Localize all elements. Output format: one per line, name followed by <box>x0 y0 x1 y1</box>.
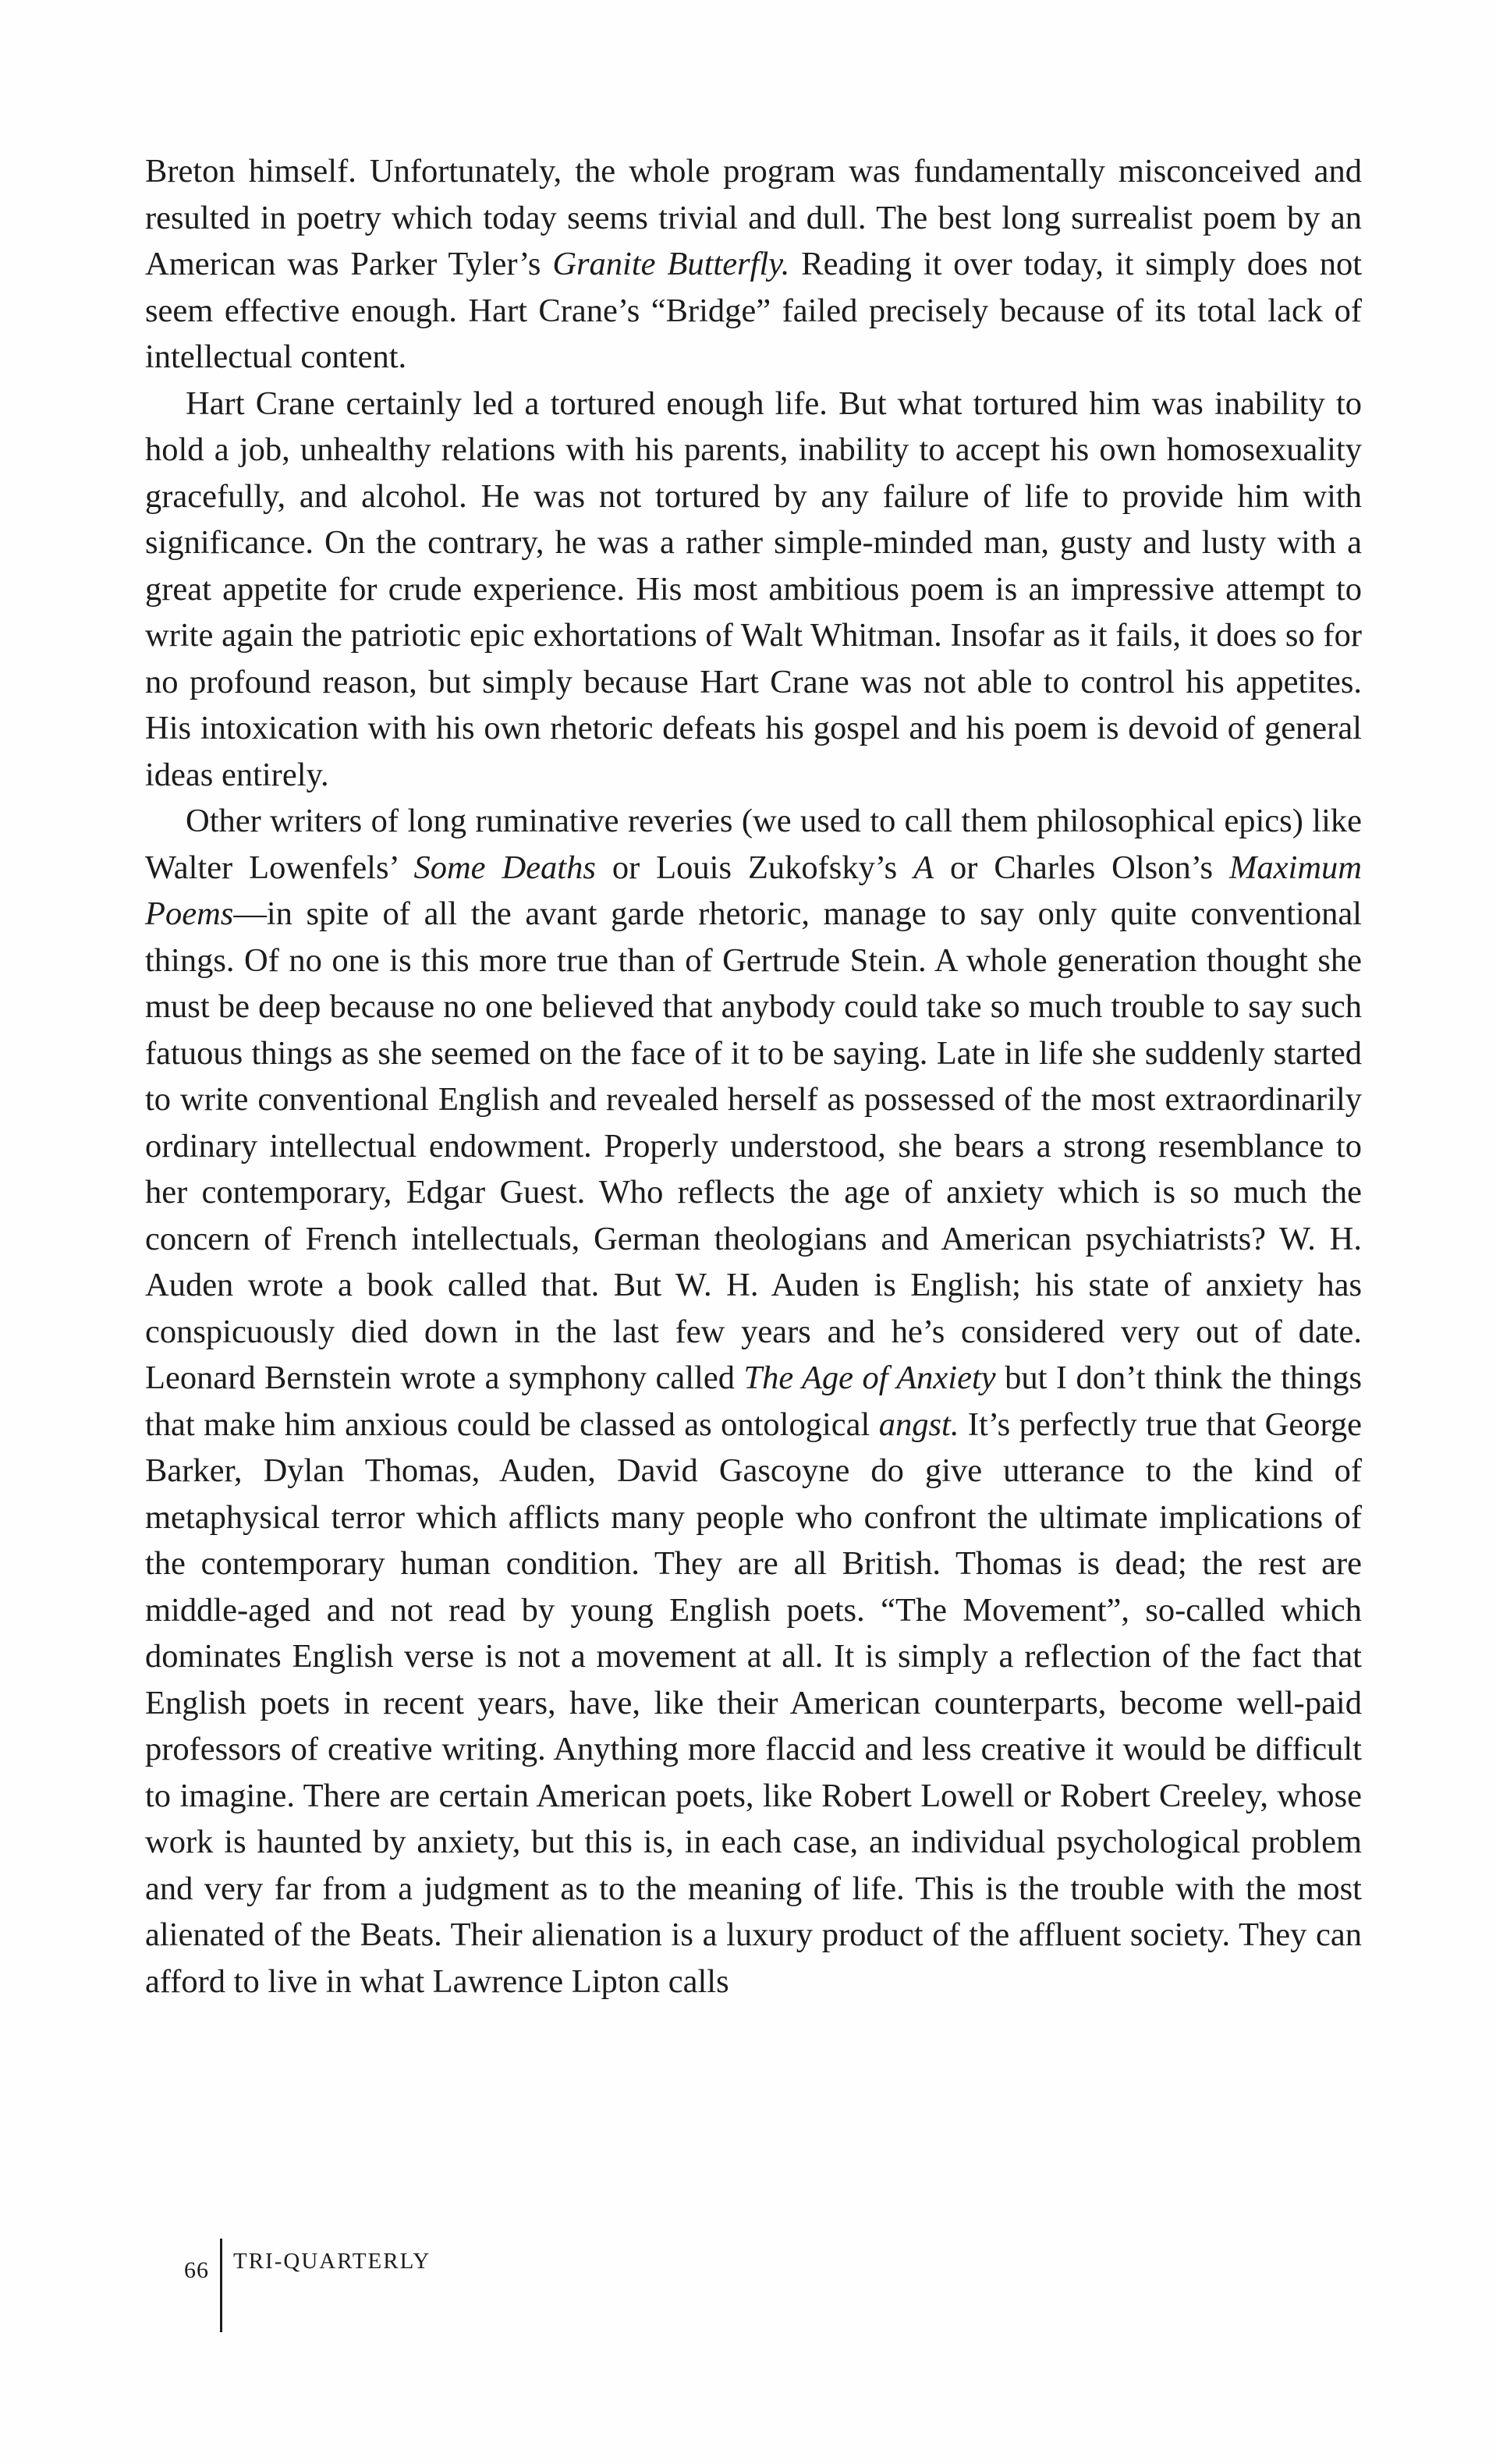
journal-name: TRI-QUARTERLY <box>233 2248 431 2274</box>
text-run: Hart Crane certainly led a tortured enough life. But what tortured him was inability to hold a job, unhealthy relations with his parents, inability to accept his own homosexuality gracefully, and alcohol. He was not tortured by any failure of life to provide him with significance. On the contrary, he was a rather simple-minded man, gusty and lusty with a great appetite for crude experience. His most ambitious poem is an impressive attempt to write again the patriotic epic exhortations of Walt Whitman. Insofar as it fails, it does so for no profound reason, but simply because Hart Crane was not able to control his appetites. His intoxication with his own rhetoric defeats his gospel and his poem is devoid of general ideas entirely. <box>145 385 1362 793</box>
italic-title: A <box>913 849 934 886</box>
italic-title: Maximum Poems <box>145 849 1362 932</box>
page-footer <box>184 2239 431 2293</box>
page-number: 66 <box>184 2257 209 2283</box>
text-run: Other writers of long ruminative reveries (we used to call them philosophical epics) like Walter Lowenfels’ <box>145 803 1362 886</box>
paragraph <box>145 798 1362 2005</box>
text-run: Reading it over today, it simply does not seem effective enough. Hart Crane’s “Bridge” failed precisely because of its total lack of intellectual content. <box>145 246 1362 375</box>
italic-title: The Age of Anxiety <box>743 1360 996 1396</box>
text-run: or Louis Zukofsky’s <box>595 849 914 886</box>
paragraph <box>145 381 1362 799</box>
text-run: It’s perfectly true that George Barker, Dylan Thomas, Auden, David Gascoyne do give utterance to the kind of metaphysical terror which afflicts many people who confront the ultimate implications of the contemporary human condition. They are all British. Thomas is dead; the rest are middle-aged and not read by young English poets. “The Movement”, so-called which dominates English verse is not a movement at all. It is simply a reflection of the fact that English poets in recent years, have, like their American counterparts, become well-paid professors of creative writing. Anything more flaccid and less creative it would be difficult to imagine. There are certain American poets, like Robert Lowell or Robert Creeley, whose work is haunted by anxiety, but this is, in each case, an individual psychological problem and very far from a judgment as to the meaning of life. This is the trouble with the most alienated of the Beats. Their alienation is a luxury product of the affluent society. They can afford to live in what Lawrence Lipton calls <box>145 1406 1362 2000</box>
text-run: Breton himself. Unfortunately, the whole program was fundamentally misconceived and resulted in poetry which today seems trivial and dull. The best long surrealist poem by an American was Parker Tyler’s <box>145 153 1362 282</box>
text-run: but I don’t think the things that make him anxious could be classed as ontological <box>145 1360 1363 1443</box>
italic-title: Granite Butterfly. <box>552 246 790 282</box>
paragraph <box>145 148 1362 381</box>
italic-title: angst. <box>878 1406 959 1443</box>
italic-title: Some Deaths <box>413 849 596 886</box>
body-text <box>145 148 1362 2005</box>
text-run: or Charles Olson’s <box>934 849 1230 886</box>
text-run: —in spite of all the avant garde rhetoric, manage to say only quite conventional things. Of no one is this more true than of Gertrude Stein. A whole generation thought she must be deep because no one believed that anybody could take so much trouble to say such fatuous things as she seemed on the face of it to be saying. Late in life she suddenly started to write conventional English and revealed herself as possessed of the most extraordinarily ordinary intellectual endowment. Properly understood, she bears a strong resemblance to her contemporary, Edgar Guest. Who reflects the age of anxiety which is so much the concern of French intellectuals, German theologians and American psychiatrists? W. H. Auden wrote a book called that. But W. H. Auden is English; his state of anxiety has conspicuously died down in the last few years and he’s considered very out of date. Leonard Bernstein wrote a symphony called <box>145 895 1362 1396</box>
